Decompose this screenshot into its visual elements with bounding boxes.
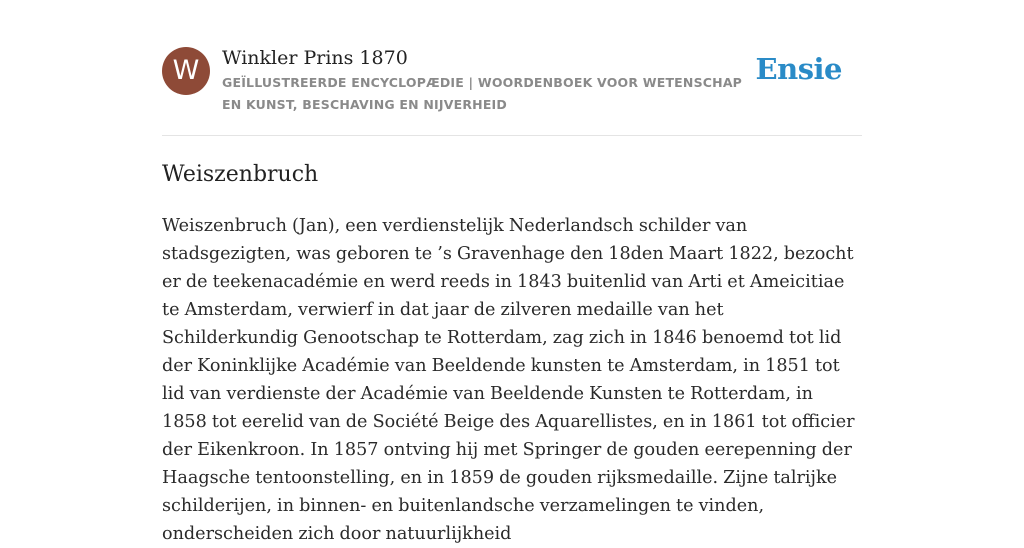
source-avatar[interactable]: W xyxy=(162,47,210,95)
source-header xyxy=(162,45,862,135)
source-subtitle: GEÏLLUSTREERDE ENCYCLOPÆDIE | WOORDENBOEK VOOR WETENSCHAP EN KUNST, BESCHAVING EN NIJVERHEID xyxy=(222,75,743,112)
header-divider xyxy=(162,135,862,136)
ensie-logo-link[interactable]: Ensie xyxy=(755,52,842,86)
entry-title: Weiszenbruch xyxy=(162,162,319,187)
source-title[interactable]: Winkler Prins 1870 xyxy=(222,47,408,69)
entry-body: Weiszenbruch (Jan), een verdienstelijk Nederlandsch schilder van stadsgezigten, was geboren te ’s Gravenhage den 18den Maart 1822, bezocht er de teekenacadémie en werd reeds in 1843 buitenlid van Arti et Ameicitiae te Amsterdam, verwierf in dat jaar de zilveren medaille van het Schilderkundig Genootschap te Rotterdam, zag zich in 1846 benoemd tot lid der Koninklijke Académie van Beeldende kunsten te Amsterdam, in 1851 tot lid van verdienste der Académie van Beeldende Kunsten te Rotterdam, in 1858 tot eerelid van de Société Beige des Aquarellistes, en in 1861 tot officier der Eikenkroon. In 1857 ontving hij met Springer de gouden eerepenning der Haagsche tentoonstelling, en in 1859 de gouden rijksmedaille. Zijne talrijke schilderijen, in binnen- en buitenlandsche verzamelingen te vinden, onderscheiden zich door natuurlijkheid xyxy=(162,216,855,544)
